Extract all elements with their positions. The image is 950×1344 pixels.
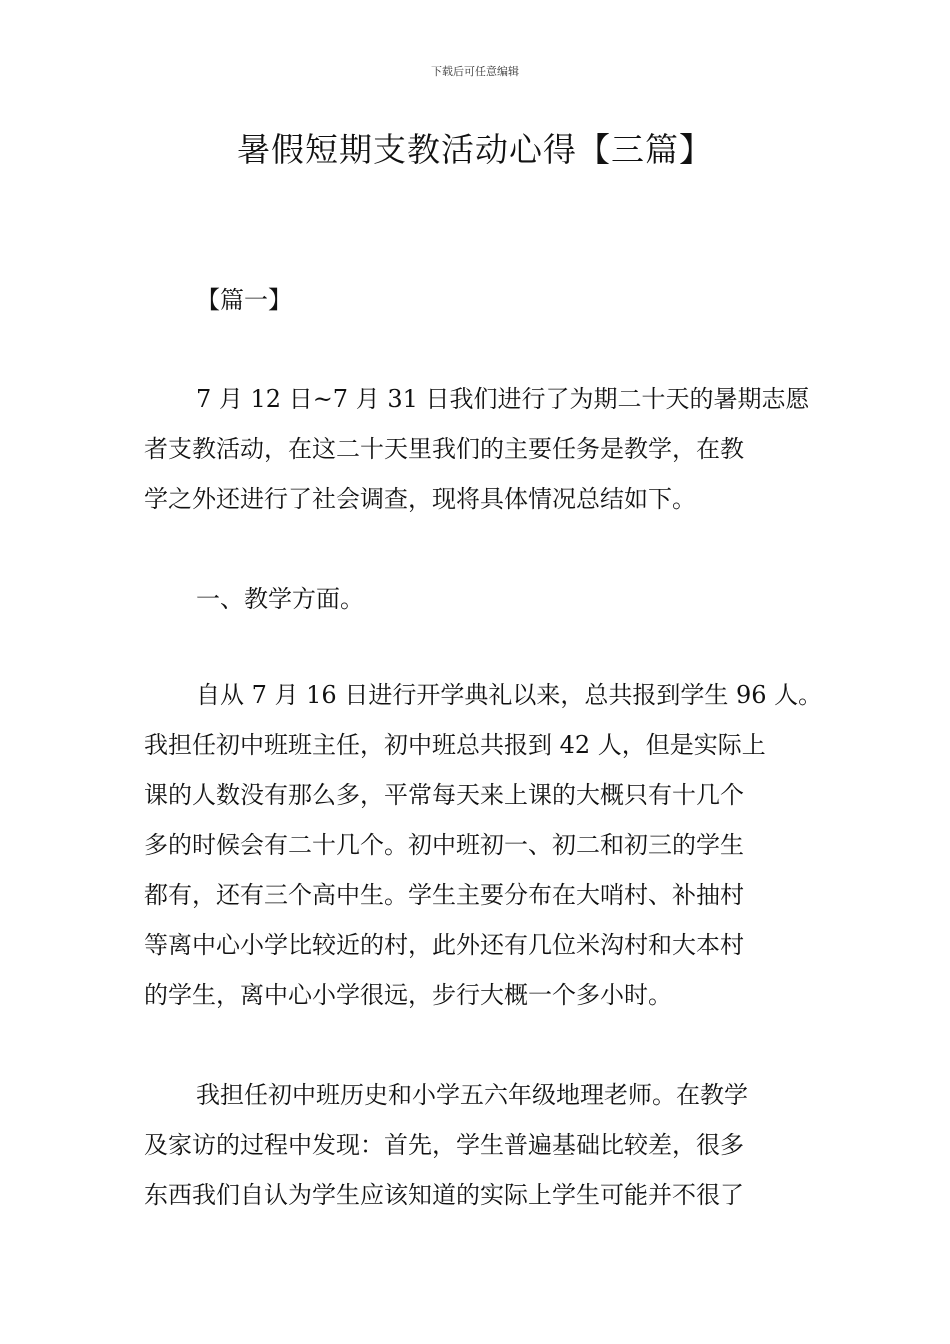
- paragraph-line: 学之外还进行了社会调查，现将具体情况总结如下。: [144, 485, 696, 513]
- paragraph-4: [144, 1070, 812, 1220]
- section-heading-teaching: [144, 574, 812, 624]
- paragraph-line: 东西我们自认为学生应该知道的实际上学生可能并不很了: [144, 1181, 744, 1209]
- paragraph-line: 都有，还有三个高中生。学生主要分布在大哨村、补抽村: [144, 881, 744, 909]
- paragraph-line: 的学生，离中心小学很远，步行大概一个多小时。: [144, 981, 672, 1009]
- header-note: 下载后可任意编辑: [431, 65, 519, 78]
- paragraph-line: 7 月 12 日~7 月 31 日我们进行了为期二十天的暑期志愿: [196, 385, 810, 413]
- section-label: 【篇一】: [196, 286, 292, 314]
- paragraph-line: 等离中心小学比较近的村，此外还有几位米沟村和大本村: [144, 931, 744, 959]
- paragraph-line: 者支教活动，在这二十天里我们的主要任务是教学，在教: [144, 435, 744, 463]
- paragraph-line: 及家访的过程中发现：首先，学生普遍基础比较差，很多: [144, 1131, 744, 1159]
- paragraph-line: 自从 7 月 16 日进行开学典礼以来，总共报到学生 96 人。: [196, 681, 823, 709]
- paragraph-line: 一、教学方面。: [196, 585, 364, 613]
- document-title: 暑假短期支教活动心得【三篇】: [237, 130, 713, 169]
- paragraph-line: 多的时候会有二十几个。初中班初一、初二和初三的学生: [144, 831, 744, 859]
- paragraph-line: 我担任初中班历史和小学五六年级地理老师。在教学: [196, 1081, 748, 1109]
- paragraph-3: [144, 670, 823, 1020]
- paragraph-1: [144, 374, 812, 524]
- paragraph-line: 我担任初中班班主任，初中班总共报到 42 人，但是实际上: [144, 731, 766, 759]
- paragraph-line: 课的人数没有那么多，平常每天来上课的大概只有十几个: [144, 781, 744, 809]
